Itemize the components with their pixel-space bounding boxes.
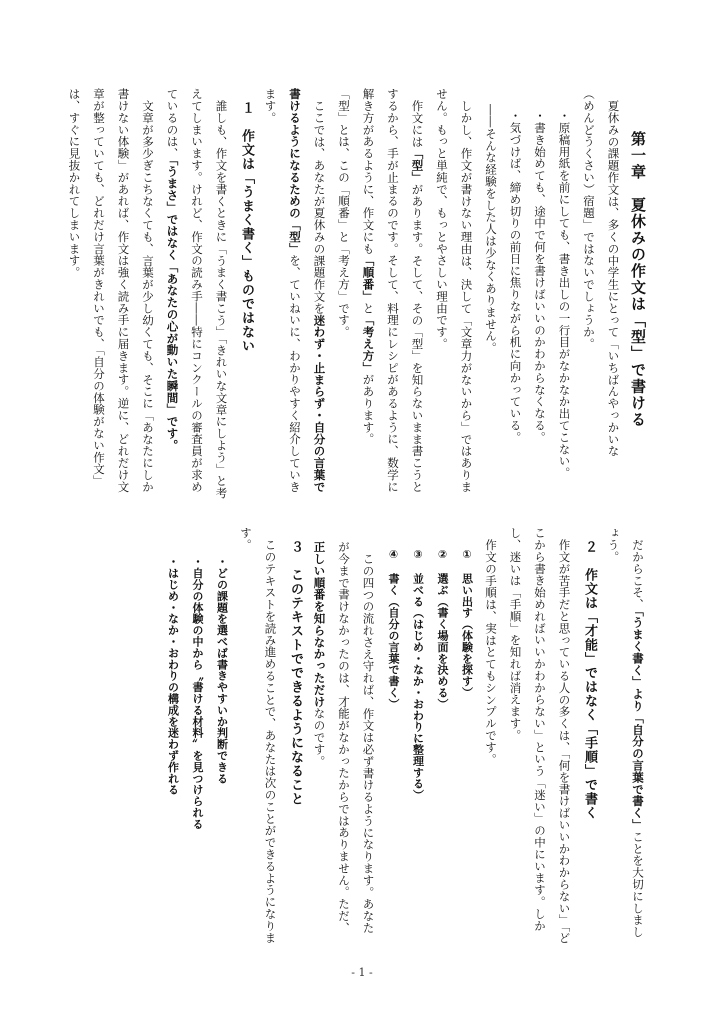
page-number: - 1 -: [351, 966, 373, 979]
step-item-2: ② 選ぶ（書く場面を決める）: [436, 548, 449, 710]
chapter-title: 第一章 夏休みの作文は「型」で書ける: [629, 131, 647, 428]
section-2-heading: ２ 作文は「才能」ではなく「手順」で書く: [582, 540, 597, 820]
experience-paragraph: ――そんな経験をした人は少なくありません。: [484, 104, 498, 354]
reason-paragraph-c: 「型」とは、この「順番」と「考え方」です。: [337, 88, 351, 338]
struggle-item-3: ・気づけば、締め切りの前日に焦りながら机に向かっている。: [508, 109, 523, 443]
step-item-4: ④ 書く（自分の言葉で書く）: [387, 548, 400, 710]
goal-item-3: ・はじめ・なか・おわりの構成を迷わず作れる: [166, 556, 180, 796]
intro-line-1: 夏休みの課題作文は、多くの中学生にとって「いちばんやっかいな: [606, 99, 621, 457]
struggle-item-2: ・書き始めても、途中で何を書けばいいのかわからなくなる。: [533, 109, 547, 443]
step-item-3: ③ 並べる（はじめ・なか・おわりに整理する）: [411, 548, 425, 801]
section-2-paragraph-2: 作文の手順は、実はとてもシンプルです。: [484, 538, 498, 765]
section-1-paragraph-3: だからこそ、「うまく書く」より「自分の言葉で書く」ことを大切にしましょう。: [606, 527, 645, 938]
section-1-paragraph-1: 誰しも、作文を書くときに「うまく書こう」「きれいな文章にしよう」と考えてしまいます。けれど、作文の読み手――特にコンクールの審査員が求めているのは、「うまさ」ではなく「あなたの心が動いた瞬間」です。: [165, 88, 229, 499]
reason-paragraph-b: 作文には「型」があります。そして、その「型」を知らないまま書こうとするから、手が止まるのです。そして、料理にレシピがあるように、数学に解き方があるように、作文にも「順番」と「考え方」があります。: [361, 88, 425, 493]
reason-paragraph-d: ここでは、あなたが夏休みの課題作文を迷わず・止まらず・自分の言葉で書けるようになるための「型」を、ていねいに、わかりやすく紹介していきます。: [263, 88, 327, 493]
section-2-paragraph-3: この四つの流れさえ守れば、作文は必ず書けるようになります。あなたが今まで書けなかったのは、才能がなかったからではありません。ただ、正しい順番を知らなかっただけなのです。: [312, 541, 376, 934]
section-3-heading: ３ このテキストでできるようになること: [288, 540, 303, 806]
goal-item-2: ・自分の体験の中から〝書ける材料〟を見つけられる: [191, 556, 204, 830]
section-3-paragraph-1: このテキストを読み進めることで、あなたは次のことができるようになります。: [239, 527, 278, 944]
step-item-1: ① 思い出す（体験を探す）: [460, 548, 474, 699]
section-2-paragraph-1: 作文が苦手だと思っている人の多くは、「何を書けばいいかわからない」「どこから書き始めればいいかわからない」という「迷い」の中にいます。しかし、迷いは「手順」を知れば消えます。: [508, 527, 572, 944]
upper-text-block: [67, 88, 650, 503]
goal-item-1: ・どの課題を選べば書きやすいか判断できる: [215, 556, 229, 784]
intro-line-2: （めんどうくさい）宿題」ではないでしょうか。: [582, 88, 596, 350]
lower-text-block: [106, 527, 650, 945]
reason-paragraph-a: しかし、作文が書けない理由は、決して「文章力がないから」ではありません。もっと単純で、もっとやさしい理由です。: [435, 88, 474, 493]
section-1-heading: １ 作文は「うまく書く」ものではない: [239, 101, 254, 353]
section-1-paragraph-2: 文章が多少ぎこちなくても、言葉が少し幼くても、そこに「あなたにしか書けない体験」があれば、作文は強く読み手に届きます。逆に、どれだけ文章が整っていても、どれだけ言葉がきれいでも、「自分の体験がない作文」は、すぐに見抜かれてしまいます。: [67, 88, 155, 493]
struggle-item-1: ・原稿用紙を前にしても、書き出しの一行目がなかなか出てこない。: [557, 109, 572, 479]
